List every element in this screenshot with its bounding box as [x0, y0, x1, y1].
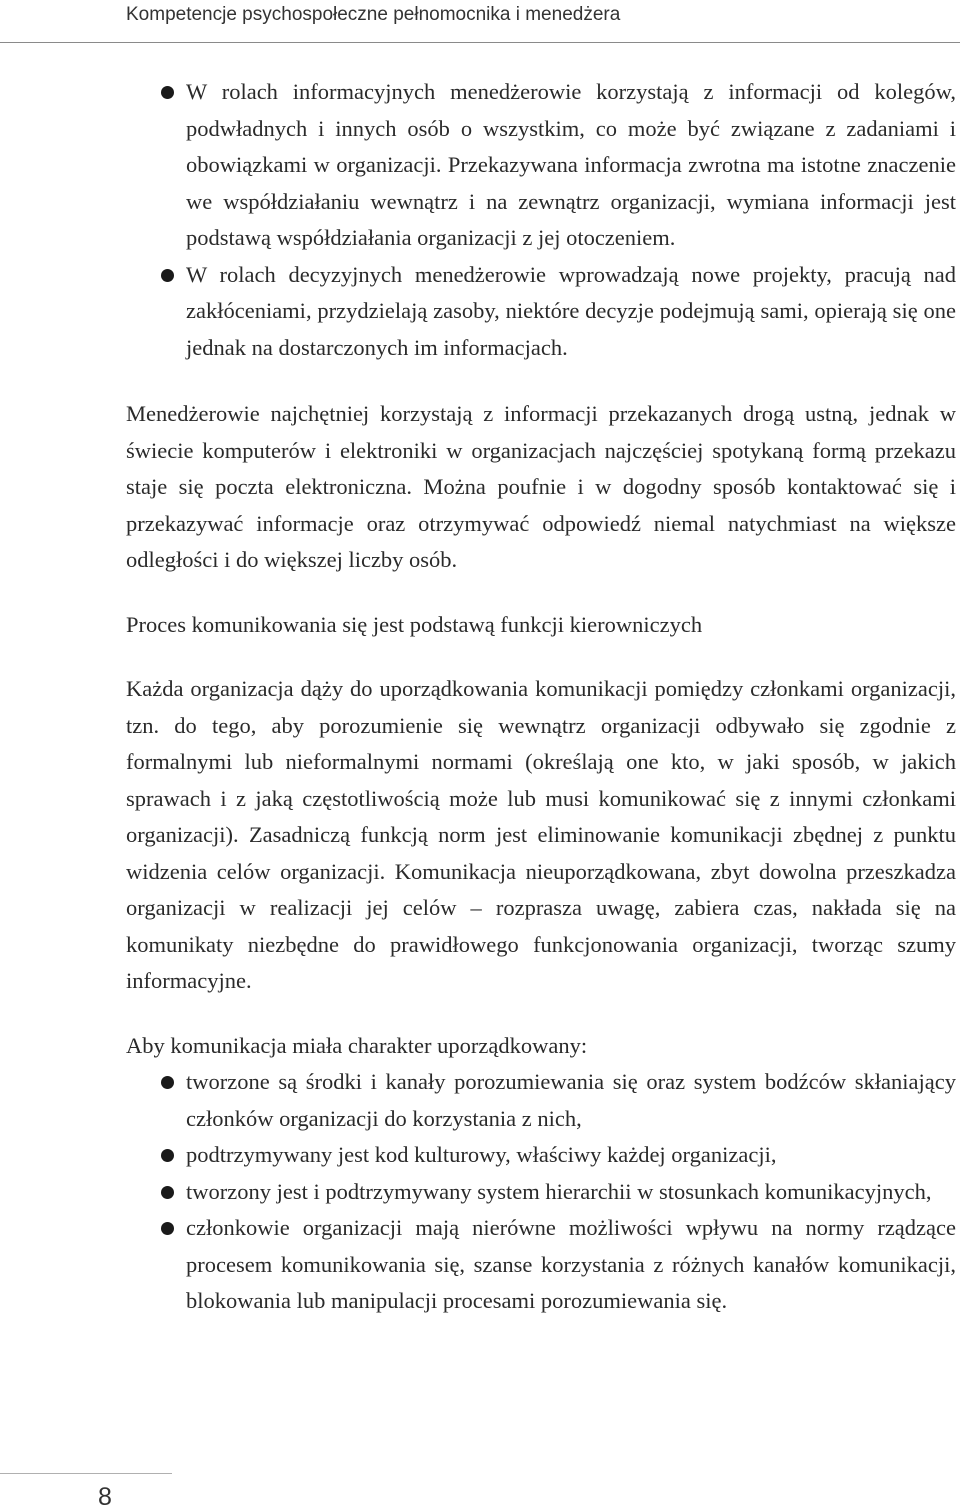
list-item	[126, 257, 956, 367]
bullet-dot-icon	[161, 269, 174, 282]
list-item	[126, 74, 956, 257]
list-intro: Aby komunikacja miała charakter uporządkowany:	[126, 1032, 588, 1058]
footer-divider	[0, 1473, 172, 1474]
bullet-dot-icon	[161, 1222, 174, 1235]
header-divider	[0, 42, 960, 43]
running-header: Kompetencje psychospołeczne pełnomocnika i menedżera	[126, 4, 621, 25]
list-item-text: W rolach informacyjnych menedżerowie korzystają z informacji od kolegów, podwładnych i innych osób o wszystkim, co może być związane z zadaniami i obowiązkami w organizacji. Przekazywana informacja zwrotna ma istotne znaczenie we współdziałaniu wewnątrz i na zewnątrz organizacji, wymiana informacji jest podstawą współdziałania organizacji z jej otoczeniem.	[186, 79, 956, 250]
roles-bullet-list	[126, 74, 956, 366]
list-item	[126, 1174, 956, 1211]
page-number: 8	[98, 1483, 112, 1511]
list-item-text: W rolach decyzyjnych menedżerowie wprowadzają nowe projekty, pracują nad zakłóceniami, przydzielają zasoby, niektóre decyzje podejmują sami, opierają się one jednak na dostarczonych im informacjach.	[186, 261, 956, 360]
list-item	[126, 1210, 956, 1320]
list-item	[126, 1064, 956, 1137]
body-paragraph: Każda organizacja dąży do uporządkowania komunikacji pomiędzy członkami organizacji, tzn. do tego, aby porozumienie się wewnątrz organizacji odbywało się zgodnie z formalnymi lub nieformalnymi normami (określają one kto, w jaki sposób, w jakich sprawach i z jaką częstotliwością może lub musi komunikować się z innymi członkami organizacji). Zasadniczą funkcją norm jest eliminowanie komunikacji zbędnej z punktu widzenia celów organizacji. Komunikacja nieuporządkowana, zbyt dowolna przeszkadza organizacji w realizacji jej celów – rozprasza uwagę, zabiera czas, nakłada się na komunikaty niezbędne do prawidłowego funkcjonowania organizacji, tworząc szumy informacyjne.	[126, 676, 956, 993]
list-item-text: podtrzymywany jest kod kulturowy, właściwy każdej organizacji,	[186, 1142, 777, 1167]
list-item-text: tworzone są środki i kanały porozumiewania się oraz system bodźców skłaniający członków organizacji do korzystania z nich,	[186, 1069, 956, 1131]
bullet-dot-icon	[161, 1186, 174, 1199]
list-item-text: członkowie organizacji mają nierówne możliwości wpływu na normy rządzące procesem komunikowania się, szanse korzystania z różnych kanałów komunikacji, blokowania lub manipulacji procesami porozumiewania się.	[186, 1215, 956, 1313]
communication-bullet-list	[126, 1064, 956, 1320]
page-body	[126, 74, 956, 1320]
bullet-dot-icon	[161, 1076, 174, 1089]
bullet-dot-icon	[161, 86, 174, 99]
list-item-text: tworzony jest i podtrzymywany system hierarchii w stosunkach komunikacyjnych,	[186, 1178, 932, 1204]
section-heading: Proces komunikowania się jest podstawą funkcji kierowniczych	[126, 611, 703, 637]
body-paragraph: Menedżerowie najchętniej korzystają z informacji przekazanych drogą ustną, jednak w świecie komputerów i elektroniki w organizacjach najczęściej spotykaną formą przekazu staje się poczta elektroniczna. Można poufnie i w dogodny sposób kontaktować się i przekazywać informacje oraz otrzymywać odpowiedź niemal natychmiast na większe odległości i do większej liczby osób.	[126, 401, 956, 572]
bullet-dot-icon	[161, 1149, 174, 1162]
list-item	[126, 1137, 956, 1174]
